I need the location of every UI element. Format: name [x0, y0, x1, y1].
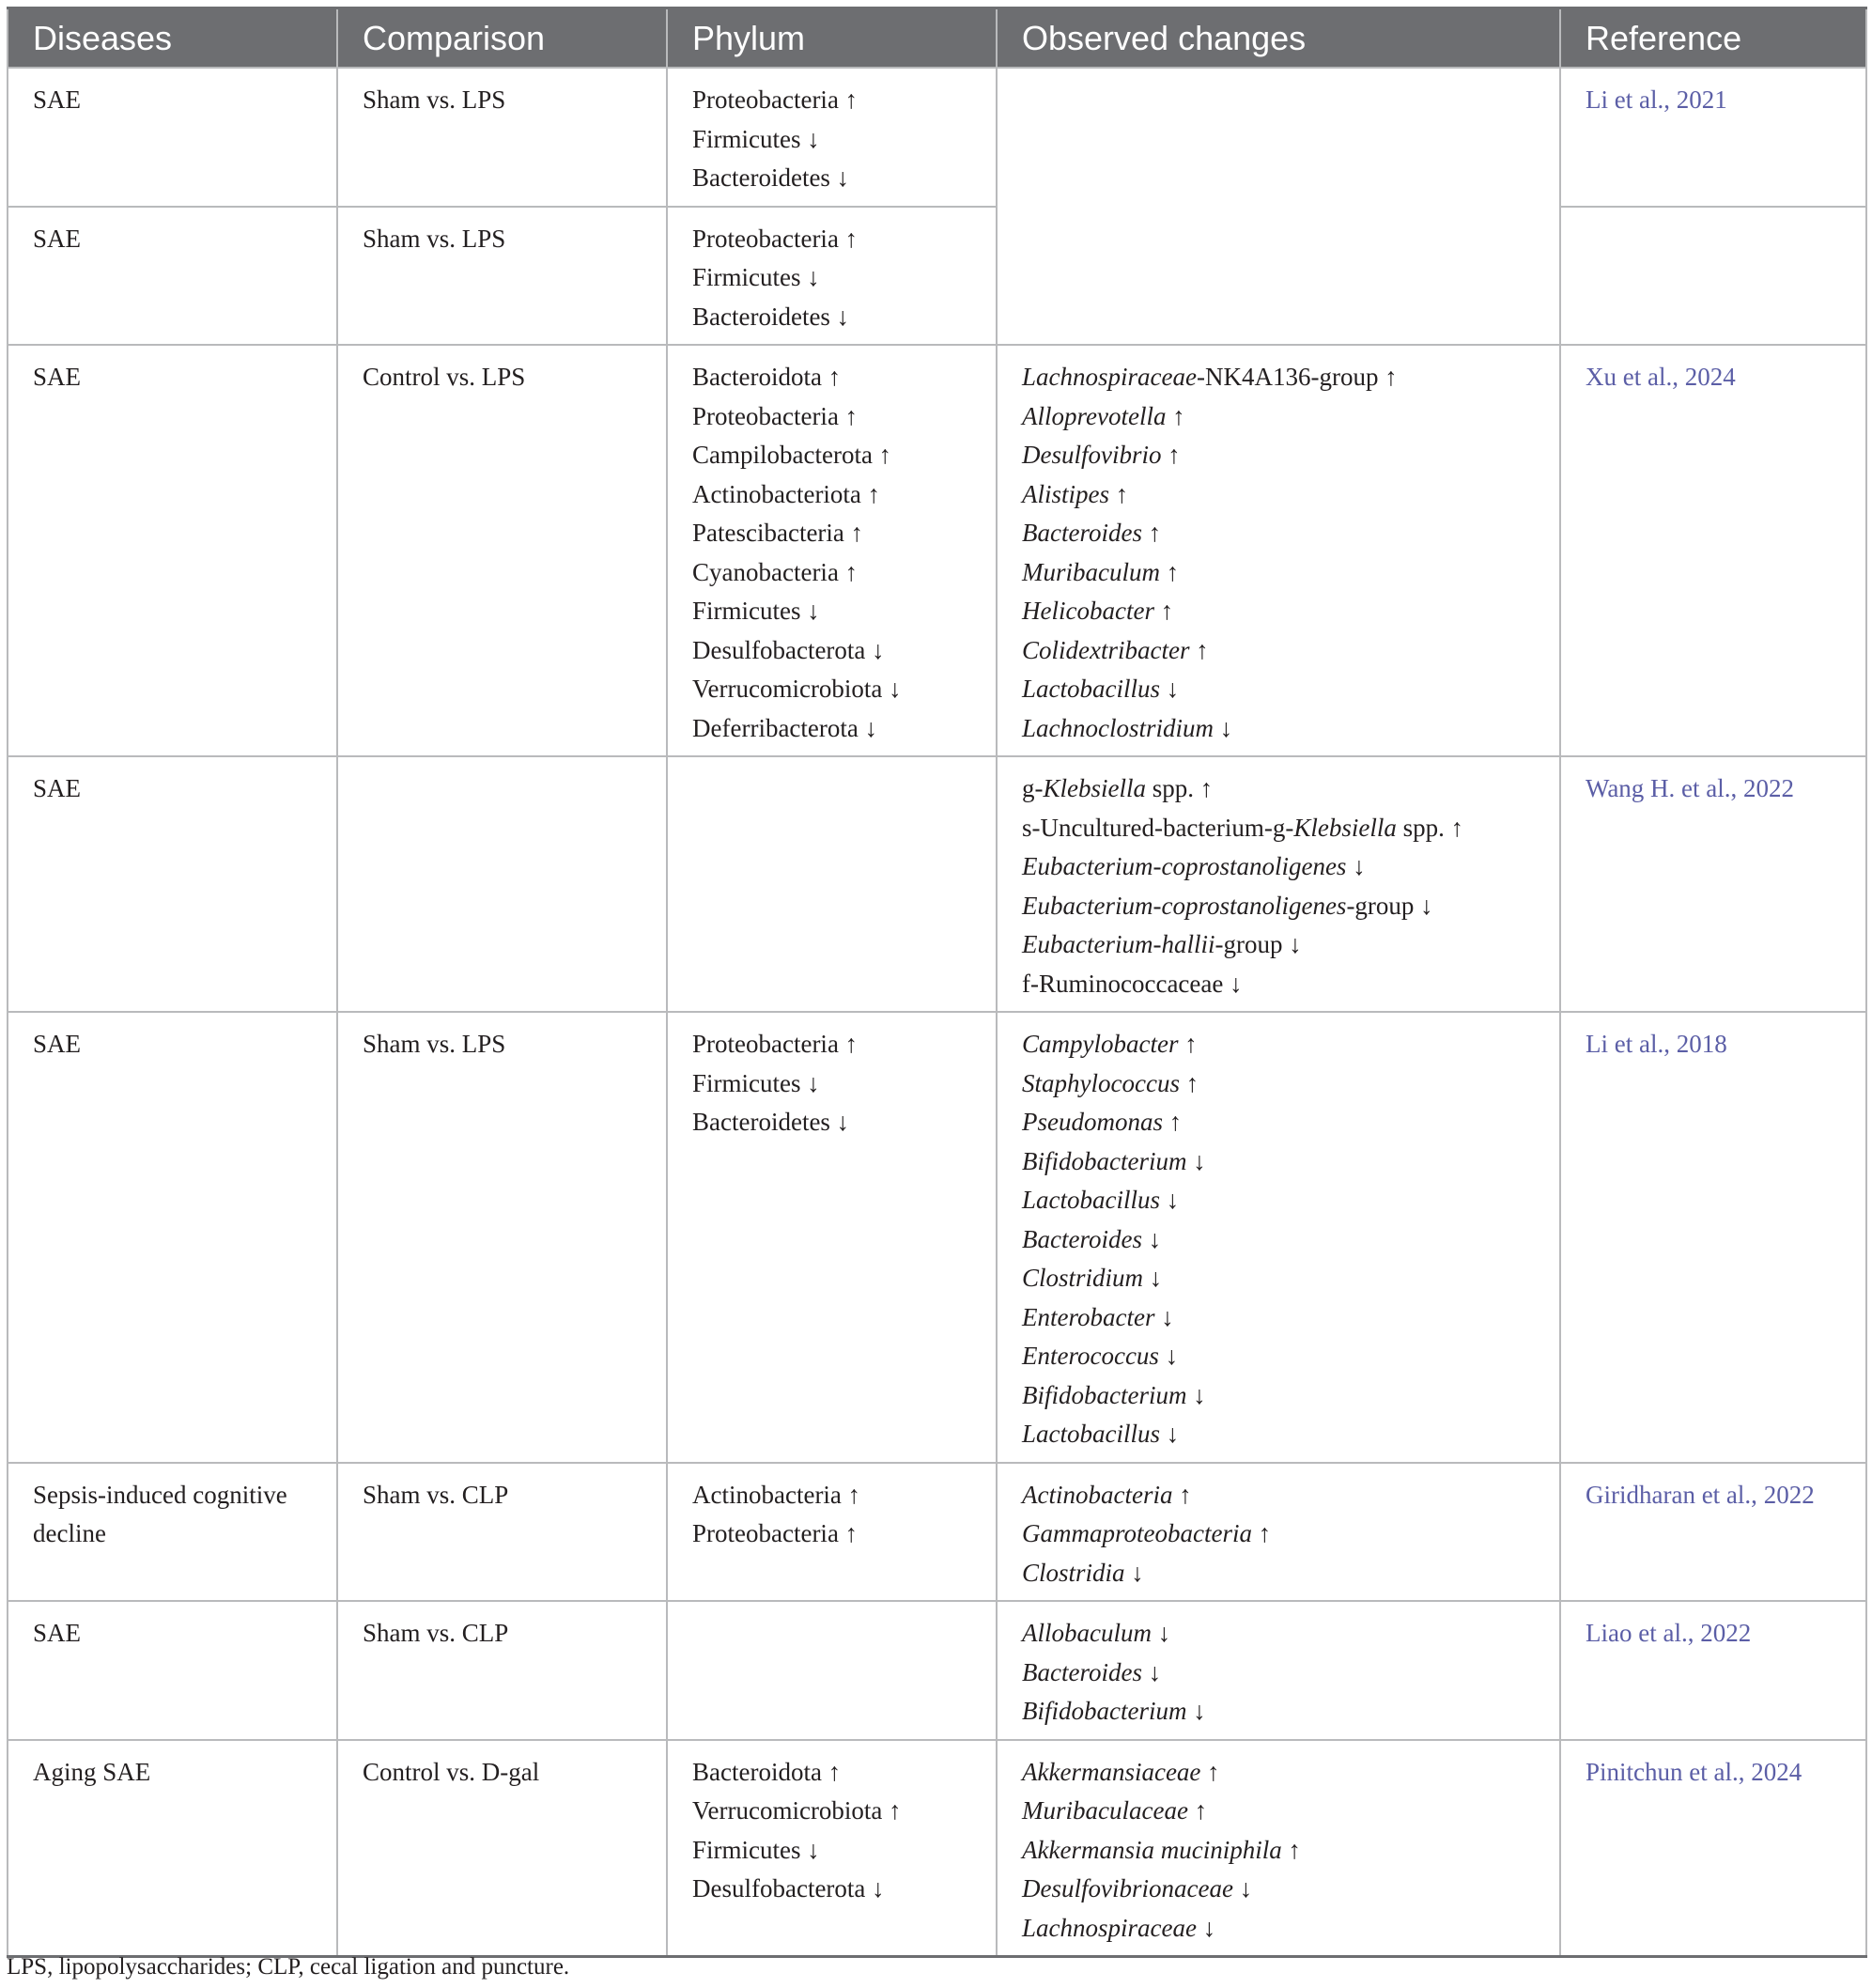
observed-changes-cell [997, 1740, 1560, 1957]
taxon-name: Alloprevotella [1022, 401, 1167, 430]
change-text: ↓ [1346, 852, 1366, 880]
change-text: ↑ [1159, 557, 1180, 586]
taxon-name: Bifidobacterium [1022, 1697, 1187, 1725]
taxon-name: Desulfovibrionaceae [1022, 1874, 1233, 1903]
reference-year: 2024 [1751, 1757, 1802, 1786]
phylum-item: Desulfobacterota ↓ [692, 635, 885, 664]
reference-cell [1560, 1012, 1866, 1463]
reference-authors: Liao et al., [1586, 1619, 1701, 1647]
table-row [8, 1463, 1866, 1602]
phylum-cell [667, 68, 997, 207]
phylum-item: Desulfobacterota ↓ [692, 1874, 885, 1903]
observed-change-item [1022, 1025, 1550, 1064]
change-text: ↑ [1187, 1796, 1208, 1825]
observed-changes-cell [997, 345, 1560, 756]
observed-change-item [1022, 1514, 1550, 1554]
reference-link[interactable] [1586, 1030, 1727, 1058]
change-text: ↓ [1154, 1302, 1174, 1331]
change-text: ↑ [1178, 1030, 1198, 1058]
change-text: f-Ruminococcaceae ↓ [1022, 969, 1243, 998]
phylum-item: Campilobacterota ↑ [692, 441, 892, 469]
change-text: g- [1022, 774, 1044, 802]
observed-change-item [1022, 1554, 1550, 1593]
observed-changes-cell [997, 756, 1560, 1012]
observed-change-item [1022, 1415, 1550, 1454]
reference-authors: Pinitchun et al., [1586, 1757, 1752, 1786]
observed-change-item [1022, 1142, 1550, 1182]
observed-changes-cell [997, 68, 1560, 345]
observed-change-item [1022, 397, 1550, 437]
reference-cell [1560, 756, 1866, 1012]
table-row [8, 207, 1866, 346]
change-text: ↓ [1232, 1874, 1253, 1903]
taxon-name: Muribaculum [1022, 557, 1160, 586]
change-text: ↑ [1189, 635, 1209, 664]
phylum-item: Verrucomicrobiota ↑ [692, 1796, 902, 1825]
phylum-item: Bacteroidota ↑ [692, 363, 842, 391]
taxon-name: Bacteroides [1022, 519, 1142, 547]
comparison-cell [337, 1463, 667, 1602]
phylum-cell [667, 1740, 997, 1957]
taxon-name: Lactobacillus [1022, 675, 1160, 703]
taxon-name: Staphylococcus [1022, 1068, 1180, 1097]
taxon-name: Clostridium [1022, 1264, 1144, 1292]
change-text: ↑ [1166, 401, 1185, 430]
table-row [8, 1012, 1866, 1463]
observed-change-item [1022, 1298, 1550, 1338]
change-text: ↓ [1186, 1146, 1206, 1175]
taxon-name: Eubacterium-coprostanoligenes [1022, 891, 1347, 920]
header-comparison: Comparison [337, 8, 667, 69]
change-text: -NK4A136-group ↑ [1196, 363, 1398, 391]
reference-link[interactable] [1586, 1758, 1802, 1786]
observed-change-item [1022, 847, 1550, 887]
change-text: ↑ [1179, 1068, 1199, 1097]
change-text: spp. ↑ [1146, 774, 1214, 802]
phylum-item: Deferribacterota ↓ [692, 713, 878, 742]
comparison-cell [337, 68, 667, 207]
phylum-item: Firmicutes ↓ [692, 263, 820, 291]
observed-change-item [1022, 1064, 1550, 1104]
phylum-cell [667, 1012, 997, 1463]
taxon-name: Klebsiella [1293, 813, 1397, 842]
observed-change-item [1022, 1614, 1550, 1654]
observed-change-item [1022, 1220, 1550, 1260]
reference-cell [1560, 345, 1866, 756]
observed-change-item [1022, 1337, 1550, 1376]
observed-change-item [1022, 887, 1550, 926]
observed-change-item [1022, 1476, 1550, 1515]
disease-text: SAE [33, 85, 82, 114]
observed-change-item [1022, 1909, 1550, 1949]
taxon-name: Allobaculum [1022, 1619, 1152, 1647]
taxon-name: Lactobacillus [1022, 1186, 1160, 1214]
change-text: ↓ [1160, 675, 1180, 703]
change-text: ↓ [1160, 1420, 1180, 1448]
observed-change-item [1022, 1792, 1550, 1831]
phylum-item: Proteobacteria ↑ [692, 401, 859, 430]
observed-change-item [1022, 809, 1550, 848]
reference-cell [1560, 207, 1866, 346]
reference-year: 2022 [1763, 1480, 1815, 1509]
taxon-name: Enterococcus [1022, 1342, 1159, 1370]
taxon-name: Pseudomonas [1022, 1108, 1163, 1136]
taxon-name: Lactobacillus [1022, 1420, 1160, 1448]
taxon-name: Bifidobacterium [1022, 1380, 1187, 1409]
change-text: spp. ↑ [1396, 813, 1464, 842]
reference-year: 2021 [1676, 85, 1727, 114]
phylum-item: Firmicutes ↓ [692, 1835, 820, 1864]
phylum-cell [667, 1463, 997, 1602]
reference-link[interactable] [1586, 85, 1727, 114]
disease-cell [8, 68, 337, 207]
phylum-cell [667, 207, 997, 346]
observed-change-item [1022, 709, 1550, 749]
observed-change-item [1022, 514, 1550, 553]
taxon-name: Actinobacteria [1022, 1480, 1173, 1509]
change-text: ↑ [1163, 1108, 1183, 1136]
change-text: ↑ [1251, 1519, 1272, 1547]
observed-change-item [1022, 1692, 1550, 1732]
reference-link[interactable] [1586, 1481, 1815, 1509]
reference-cell [1560, 1740, 1866, 1957]
observed-change-item [1022, 1103, 1550, 1142]
change-text: ↑ [1281, 1835, 1301, 1864]
disease-cell [8, 345, 337, 756]
taxon-name: Klebsiella [1043, 774, 1146, 802]
comparison-text: Sham vs. LPS [363, 224, 506, 253]
comparison-cell [337, 207, 667, 346]
reference-authors: Wang H. et al., [1586, 774, 1744, 802]
reference-authors: Li et al., [1586, 85, 1677, 114]
phylum-item: Cyanobacteria ↑ [692, 557, 859, 586]
change-text: ↓ [1160, 1186, 1180, 1214]
observed-change-item [1022, 1831, 1550, 1871]
disease-cell [8, 756, 337, 1012]
change-text: ↑ [1109, 479, 1129, 508]
change-text: -group ↓ [1346, 891, 1433, 920]
taxon-name: Bifidobacterium [1022, 1146, 1187, 1175]
phylum-item: Proteobacteria ↑ [692, 85, 859, 114]
disease-text: SAE [33, 1619, 82, 1647]
observed-changes-cell [997, 1463, 1560, 1602]
comparison-cell [337, 345, 667, 756]
change-text: ↓ [1214, 713, 1233, 742]
change-text: ↑ [1172, 1480, 1192, 1509]
reference-year: 2024 [1684, 363, 1736, 391]
change-text: ↓ [1143, 1264, 1163, 1292]
comparison-text: Control vs. LPS [363, 363, 526, 391]
change-text: ↓ [1151, 1619, 1171, 1647]
phylum-item: Firmicutes ↓ [692, 597, 820, 625]
taxon-name: Bacteroides [1022, 1657, 1142, 1686]
disease-text: SAE [33, 363, 82, 391]
reference-authors: Xu et al., [1586, 363, 1685, 391]
table-row [8, 1740, 1866, 1957]
phylum-cell [667, 1601, 997, 1740]
observed-change-item [1022, 925, 1550, 965]
observed-change-item [1022, 1654, 1550, 1693]
change-text: ↑ [1200, 1757, 1220, 1786]
taxon-name: Alistipes [1022, 479, 1109, 508]
comparison-text: Sham vs. CLP [363, 1480, 509, 1509]
taxon-name: Lachnoclostridium [1022, 713, 1214, 742]
observed-change-item [1022, 358, 1550, 397]
taxon-name: Clostridia [1022, 1558, 1125, 1587]
comparison-text: Sham vs. LPS [363, 1030, 506, 1058]
taxon-name: Campylobacter [1022, 1030, 1179, 1058]
reference-link[interactable] [1586, 774, 1794, 802]
header-diseases: Diseases [8, 8, 337, 69]
disease-text: SAE [33, 224, 82, 253]
change-text: ↓ [1186, 1697, 1206, 1725]
phylum-item: Proteobacteria ↑ [692, 1519, 859, 1547]
change-text: s-Uncultured-bacterium-g- [1022, 813, 1294, 842]
taxon-name: Akkermansia muciniphila [1022, 1835, 1282, 1864]
phylum-item: Bacteroidetes ↓ [692, 302, 850, 331]
taxon-name: Muribaculaceae [1022, 1796, 1188, 1825]
comparison-text: Sham vs. CLP [363, 1619, 509, 1647]
observed-change-item [1022, 436, 1550, 475]
change-text: ↑ [1141, 519, 1162, 547]
comparison-text: Control vs. D-gal [363, 1757, 540, 1786]
comparison-text: Sham vs. LPS [363, 85, 506, 114]
reference-year: 2022 [1743, 774, 1795, 802]
change-text: ↑ [1153, 597, 1174, 625]
change-text: ↓ [1196, 1913, 1216, 1942]
observed-change-item [1022, 1259, 1550, 1298]
observed-change-item [1022, 1753, 1550, 1793]
phylum-item: Bacteroidota ↑ [692, 1757, 842, 1786]
observed-change-item [1022, 1870, 1550, 1909]
header-phylum: Phylum [667, 8, 997, 69]
taxon-name: Lachnospiraceae [1022, 1913, 1197, 1942]
table-row [8, 756, 1866, 1012]
taxon-name: Eubacterium-hallii [1022, 930, 1215, 958]
disease-text: SAE [33, 1030, 82, 1058]
change-text: -group ↓ [1214, 930, 1302, 958]
header-reference: Reference [1560, 8, 1866, 69]
reference-cell [1560, 68, 1866, 207]
phylum-item: Bacteroidetes ↓ [692, 1108, 850, 1136]
reference-link[interactable] [1586, 363, 1736, 391]
disease-cell [8, 1463, 337, 1602]
observed-change-item [1022, 553, 1550, 593]
taxon-name: Bacteroides [1022, 1224, 1142, 1253]
table-row [8, 1601, 1866, 1740]
table-body [8, 68, 1866, 1957]
comparison-cell [337, 756, 667, 1012]
phylum-item: Firmicutes ↓ [692, 124, 820, 153]
observed-change-item [1022, 592, 1550, 631]
reference-cell [1560, 1601, 1866, 1740]
phylum-item: Verrucomicrobiota ↓ [692, 675, 902, 703]
reference-authors: Giridharan et al., [1586, 1480, 1764, 1509]
taxon-name: Lachnospiraceae [1022, 363, 1197, 391]
observed-change-item [1022, 670, 1550, 709]
disease-text: Sepsis-induced cognitive decline [33, 1480, 287, 1547]
observed-change-item [1022, 631, 1550, 671]
phylum-item: Patescibacteria ↑ [692, 519, 864, 547]
header-observed-changes: Observed changes [997, 8, 1560, 69]
change-text: ↑ [1161, 441, 1181, 469]
observed-changes-cell [997, 1601, 1560, 1740]
reference-authors: Li et al., [1586, 1030, 1677, 1058]
disease-text: Aging SAE [33, 1757, 151, 1786]
reference-cell [1560, 1463, 1866, 1602]
change-text: ↓ [1141, 1224, 1162, 1253]
phylum-item: Bacteroidetes ↓ [692, 163, 850, 192]
change-text: ↓ [1124, 1558, 1144, 1587]
observed-change-item [1022, 1376, 1550, 1416]
observed-change-item [1022, 769, 1550, 809]
comparison-cell [337, 1740, 667, 1957]
phylum-item: Firmicutes ↓ [692, 1068, 820, 1097]
change-text: ↓ [1186, 1380, 1206, 1409]
disease-cell [8, 207, 337, 346]
reference-link[interactable] [1586, 1619, 1751, 1647]
microbiota-table [7, 7, 1867, 1958]
phylum-cell [667, 756, 997, 1012]
phylum-item: Actinobacteriota ↑ [692, 479, 881, 508]
change-text: ↓ [1141, 1657, 1162, 1686]
disease-cell [8, 1012, 337, 1463]
reference-year: 2018 [1676, 1030, 1727, 1058]
comparison-cell [337, 1012, 667, 1463]
table-row [8, 345, 1866, 756]
phylum-item: Proteobacteria ↑ [692, 224, 859, 253]
phylum-item: Proteobacteria ↑ [692, 1030, 859, 1058]
taxon-name: Eubacterium-coprostanoligenes [1022, 852, 1347, 880]
observed-changes-cell [997, 1012, 1560, 1463]
phylum-item: Actinobacteria ↑ [692, 1480, 861, 1509]
observed-change-item [1022, 965, 1550, 1004]
table-header-row [8, 8, 1866, 69]
disease-cell [8, 1601, 337, 1740]
taxon-name: Helicobacter [1022, 597, 1154, 625]
observed-change-item [1022, 1181, 1550, 1220]
taxon-name: Enterobacter [1022, 1302, 1155, 1331]
taxon-name: Desulfovibrio [1022, 441, 1162, 469]
phylum-cell [667, 345, 997, 756]
disease-text: SAE [33, 774, 82, 802]
taxon-name: Colidextribacter [1022, 635, 1190, 664]
comparison-cell [337, 1601, 667, 1740]
taxon-name: Gammaproteobacteria [1022, 1519, 1252, 1547]
table-row [8, 68, 1866, 207]
observed-change-item [1022, 475, 1550, 515]
reference-year: 2022 [1700, 1619, 1752, 1647]
disease-cell [8, 1740, 337, 1957]
table-footnote: LPS, lipopolysaccharides; CLP, cecal ligation and puncture. [7, 1954, 570, 1980]
taxon-name: Akkermansiaceae [1022, 1757, 1201, 1786]
change-text: ↓ [1158, 1342, 1179, 1370]
